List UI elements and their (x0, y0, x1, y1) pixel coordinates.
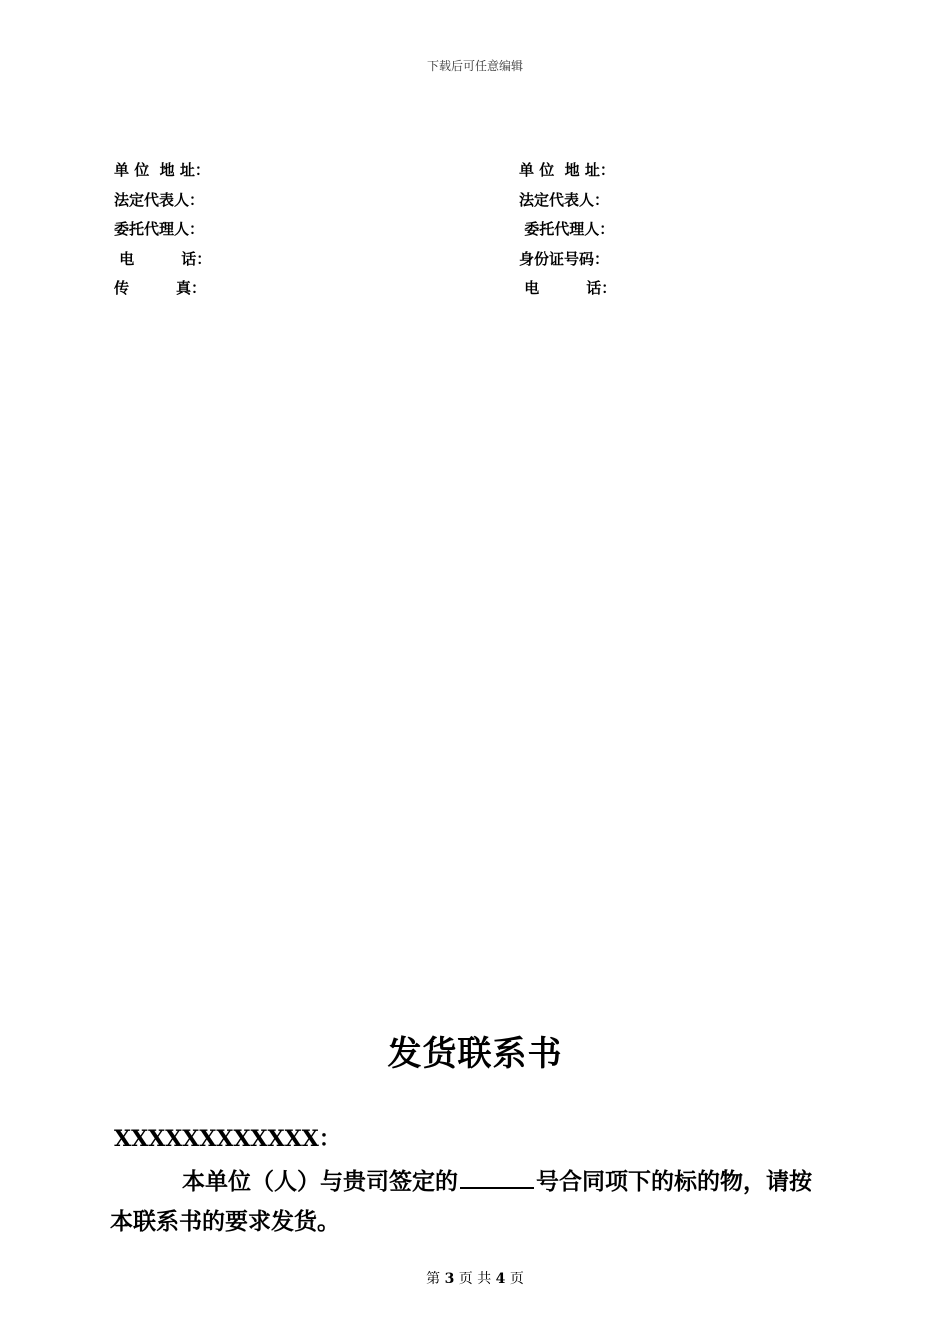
body-text-part1: 本单位（人）与贵司签定的 (182, 1168, 458, 1195)
right-party-fields (519, 156, 616, 304)
body-paragraph (110, 1162, 840, 1242)
document-title: 发货联系书 (387, 1034, 563, 1074)
footer-middle: 页 共 (458, 1271, 492, 1287)
right-field-id-number: 身份证号码： (519, 249, 610, 268)
right-field-legal-rep: 法定代表人： (519, 190, 610, 209)
footer-suffix: 页 (509, 1271, 524, 1287)
header-note: 下载后可任意编辑 (426, 59, 523, 73)
left-field-agent: 委托代理人： (114, 220, 205, 238)
body-line-2: 本联系书的要求发货。 (110, 1208, 340, 1235)
right-field-address: 单 位 地 址： (519, 161, 615, 179)
contract-number-blank (460, 1165, 534, 1189)
left-field-address: 单 位 地 址： (114, 161, 210, 179)
body-line-1 (110, 1162, 840, 1202)
left-field-legal-rep: 法定代表人： (114, 190, 205, 209)
left-field-phone: 电 话： (114, 249, 212, 268)
body-text-part2: 号合同项下的标的物，请按 (536, 1168, 812, 1195)
left-field-fax: 传 真： (114, 279, 206, 297)
right-field-agent: 委托代理人： (519, 220, 615, 238)
left-party-fields (114, 156, 211, 304)
footer-prefix: 第 (426, 1271, 441, 1287)
footer-page-number: 3 (444, 1271, 455, 1287)
addressee: XXXXXXXXXXXX： (114, 1126, 341, 1152)
page-footer (0, 1268, 950, 1288)
right-field-phone: 电 话： (519, 279, 617, 297)
footer-total-pages: 4 (495, 1271, 506, 1287)
